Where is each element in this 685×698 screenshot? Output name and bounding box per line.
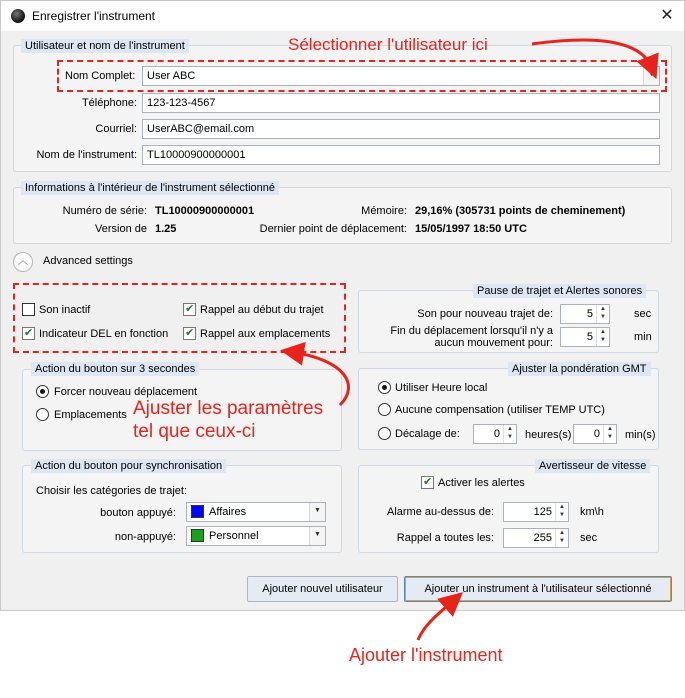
version-label: Version de	[95, 223, 147, 235]
window-title: Enregistrer l'instrument	[32, 9, 155, 23]
spin-arrows-icon[interactable]: ▲ ▼	[503, 425, 516, 443]
local-time-label: Utiliser Heure local	[395, 382, 488, 394]
email-label: Courriel:	[95, 123, 137, 135]
arrow-to-add-instrument	[418, 600, 454, 640]
pressed-category-value: Affaires	[209, 506, 247, 518]
arrow-to-user-combo	[532, 40, 652, 68]
user-group-title: Utilisateur et nom de l'instrument	[21, 39, 189, 53]
offset-label: Décalage de:	[395, 428, 460, 440]
end-trip-unit: min	[634, 331, 652, 343]
repeat-unit: sec	[580, 532, 598, 544]
reminder-start-label: Rappel au début du trajet	[200, 304, 324, 316]
led-indicator-label: Indicateur DEL en fonction	[39, 328, 169, 340]
alarm-unit: km\h	[580, 506, 604, 518]
minutes-value: 0	[593, 428, 600, 440]
no-compensation-label: Aucune compensation (utiliser TEMP UTC)	[395, 404, 605, 416]
full-name-value: User ABC	[147, 70, 196, 82]
gmt-group-title: Ajuster la pondération GMT	[508, 362, 651, 376]
speed-group-title: Avertisseur de vitesse	[535, 459, 650, 473]
sound-inactive-label: Son inactif	[39, 304, 91, 316]
last-point-label: Dernier point de déplacement:	[259, 223, 407, 235]
arrow-to-settings	[292, 352, 349, 405]
full-name-label: Nom Complet:	[65, 70, 136, 82]
locations-label: Emplacements	[54, 409, 127, 421]
memory-value: 29,16% (305731 points de cheminement)	[415, 205, 626, 217]
new-trip-sound-value: 5	[586, 308, 593, 320]
spin-arrows-icon[interactable]: ▲ ▼	[555, 503, 568, 521]
annotation-select-user: Sélectionner l'utilisateur ici	[288, 35, 488, 54]
three-sec-group-title: Action du bouton sur 3 secondes	[31, 362, 199, 376]
pause-group-title: Pause de trajet et Alertes sonores	[473, 284, 646, 298]
advanced-settings-label[interactable]: Advanced settings	[43, 255, 133, 267]
annotation-add-instrument: Ajouter l'instrument	[349, 645, 503, 665]
version-value: 1.25	[155, 223, 177, 235]
end-trip-value: 5	[586, 331, 593, 343]
choose-categories-label: Choisir les catégories de trajet:	[36, 485, 188, 497]
phone-field[interactable]: 123-123-4567	[142, 93, 660, 113]
repeat-value: 255	[533, 532, 552, 544]
sync-group-title: Action du bouton pour synchronisation	[31, 459, 226, 473]
alarm-value: 125	[533, 506, 552, 518]
chevron-down-icon[interactable]: ▼	[309, 527, 325, 545]
annotation-adjust-2: tel que ceux-ci	[133, 421, 256, 442]
memory-label: Mémoire:	[361, 205, 407, 217]
hours-value: 0	[493, 428, 500, 440]
serial-value: TL10000900000001	[155, 205, 255, 217]
phone-label: Téléphone:	[81, 97, 137, 109]
collapse-chevron-icon[interactable]: ︿	[13, 252, 33, 272]
chevron-down-icon[interactable]: ▼	[643, 67, 659, 85]
last-point-value: 15/05/1997 18:50 UTC	[415, 223, 527, 235]
reminder-locations-label: Rappel aux emplacements	[200, 328, 331, 340]
spin-arrows-icon[interactable]: ▲ ▼	[596, 328, 609, 346]
new-trip-sound-label: Son pour nouveau trajet de:	[417, 308, 553, 320]
repeat-label: Rappel a toutes les:	[396, 532, 494, 544]
spin-arrows-icon[interactable]: ▲ ▼	[596, 305, 609, 323]
email-field[interactable]: UserABC@email.com	[142, 119, 660, 139]
alarm-label: Alarme au-dessus de:	[387, 506, 494, 518]
new-trip-sound-unit: sec	[634, 308, 652, 320]
spin-arrows-icon[interactable]: ▲ ▼	[555, 529, 568, 547]
instrument-name-label: Nom de l'instrument:	[36, 149, 137, 161]
spin-arrows-icon[interactable]: ▲ ▼	[603, 425, 616, 443]
info-group-title: Informations à l'intérieur de l'instrument sélectionné	[21, 181, 279, 195]
close-icon[interactable]: ✕	[660, 7, 674, 24]
add-instrument-button[interactable]: Ajouter un instrument à l'utilisateur sélectionné	[404, 576, 672, 602]
serial-label: Numéro de série:	[62, 205, 147, 217]
pressed-label: bouton appuyé:	[100, 507, 176, 519]
annotation-adjust-1: Ajuster les paramètres	[133, 398, 324, 419]
force-new-trip-label: Forcer nouveau déplacement	[54, 386, 198, 398]
enable-alerts-label: Activer les alertes	[438, 477, 525, 489]
minutes-unit: min(s)	[625, 429, 656, 441]
end-trip-label-1: Fin du déplacement lorsqu'il n'y a	[390, 325, 553, 337]
not-pressed-category-value: Personnel	[209, 530, 259, 542]
not-pressed-label: non-appuyé:	[114, 531, 176, 543]
hours-unit: heures(s)	[525, 429, 572, 441]
chevron-down-icon[interactable]: ▼	[309, 503, 325, 521]
add-user-button[interactable]: Ajouter nouvel utilisateur	[247, 576, 398, 602]
end-trip-label-2: aucun mouvement pour:	[434, 337, 553, 349]
instrument-name-field[interactable]: TL10000900000001	[142, 145, 660, 165]
